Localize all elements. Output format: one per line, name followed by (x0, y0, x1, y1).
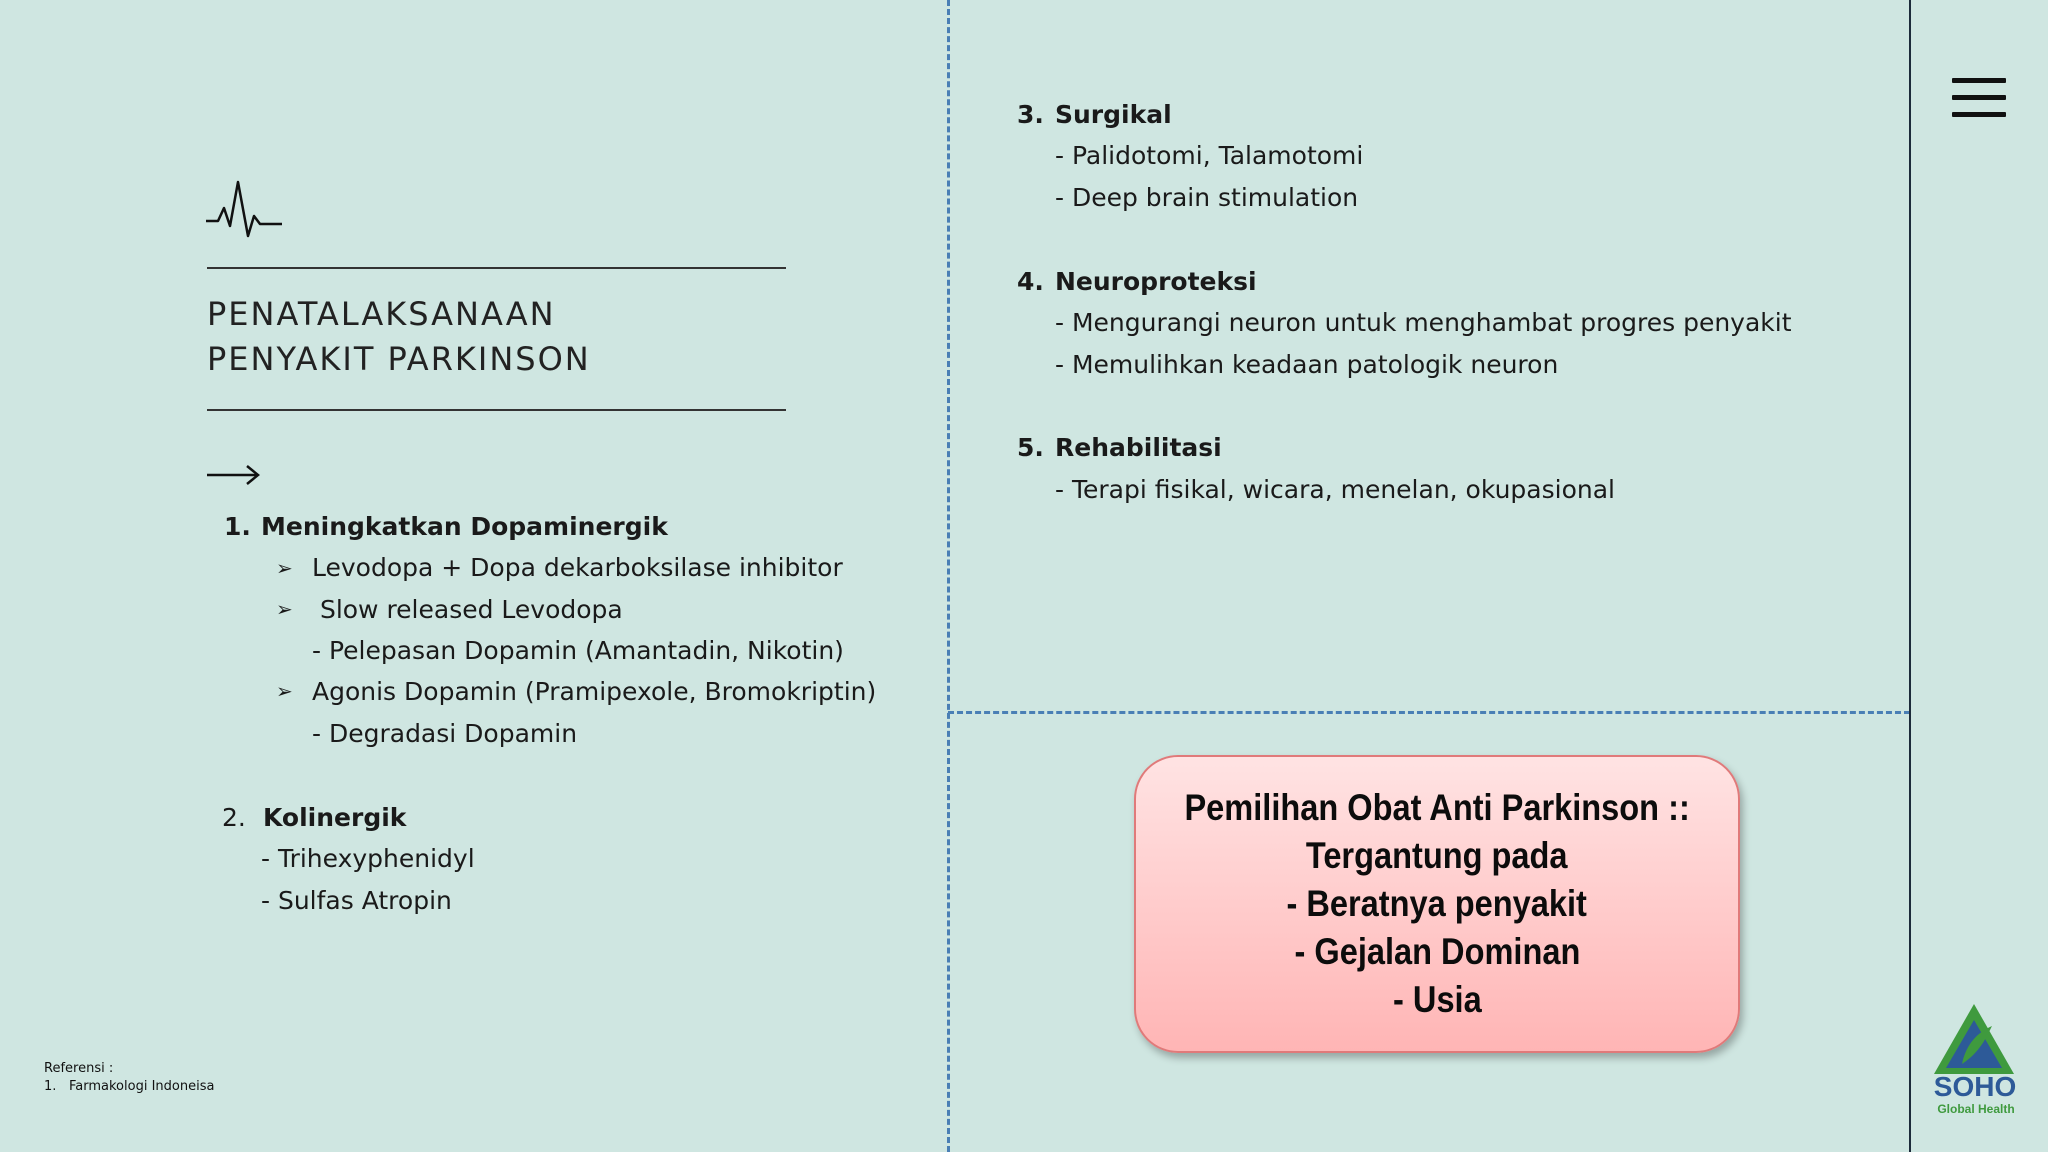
page-title (207, 292, 591, 382)
reference-number: 1. (44, 1079, 57, 1094)
horizontal-dashed-divider (948, 711, 1910, 714)
page-title-line1: PENATALAKSANAAN (207, 295, 556, 333)
section-number: 4. (1017, 267, 1044, 296)
bullet-arrow-icon: ➢ (276, 556, 293, 580)
logo-name: SOHO (1933, 1071, 2017, 1102)
callout-line: Pemilihan Obat Anti Parkinson :: (1184, 787, 1690, 828)
list-item: Levodopa + Dopa dekarboksilase inhibitor (312, 553, 843, 582)
page-title-line2: PENYAKIT PARKINSON (207, 340, 591, 378)
reference-label: Referensi : (44, 1061, 114, 1076)
section-heading: Surgikal (1055, 100, 1172, 129)
section-number: 5. (1017, 433, 1044, 462)
logo-tagline: Global Health (1937, 1102, 2015, 1116)
section-heading: Rehabilitasi (1055, 433, 1222, 462)
list-item: - Degradasi Dopamin (312, 719, 578, 748)
list-item: - Memulihkan keadaan patologik neuron (1055, 350, 1559, 379)
list-item: - Mengurangi neuron untuk menghambat progres penyakit (1055, 308, 1792, 337)
list-item: Slow released Levodopa (312, 595, 623, 624)
section-number: 3. (1017, 100, 1044, 129)
callout-line: - Beratnya penyakit (1286, 883, 1588, 924)
bullet-arrow-icon: ➢ (276, 679, 293, 703)
bullet-arrow-icon: ➢ (276, 597, 293, 621)
arrow-right-icon (205, 460, 261, 490)
section-heading: Kolinergik (263, 803, 407, 832)
reference-item: Farmakologi Indoneisa (69, 1079, 215, 1094)
title-top-rule (207, 267, 786, 269)
callout-line: - Gejalan Dominan (1294, 931, 1580, 972)
callout-line: Tergantung pada (1306, 835, 1568, 876)
hamburger-menu-icon[interactable] (1952, 78, 2006, 118)
list-item: - Sulfas Atropin (261, 886, 452, 915)
vertical-dashed-divider (947, 0, 950, 1152)
section-number: 1. (224, 512, 251, 541)
section-heading: Meningkatkan Dopaminergik (261, 512, 668, 541)
list-item: - Deep brain stimulation (1055, 183, 1359, 212)
callout-line: - Usia (1392, 979, 1482, 1020)
list-item: - Palidotomi, Talamotomi (1055, 141, 1364, 170)
list-item: - Trihexyphenidyl (261, 844, 475, 873)
list-item: Agonis Dopamin (Pramipexole, Bromokriptin) (312, 677, 877, 706)
section-number: 2. (222, 803, 246, 832)
section-heading: Neuroproteksi (1055, 267, 1257, 296)
right-edge-divider (1909, 0, 1911, 1152)
title-bottom-rule (207, 409, 786, 411)
list-item: - Terapi fisikal, wicara, menelan, okupasional (1055, 475, 1615, 504)
callout-box (1134, 755, 1740, 1053)
heartbeat-pulse-icon (206, 178, 282, 242)
list-item: - Pelepasan Dopamin (Amantadin, Nikotin) (312, 636, 844, 665)
